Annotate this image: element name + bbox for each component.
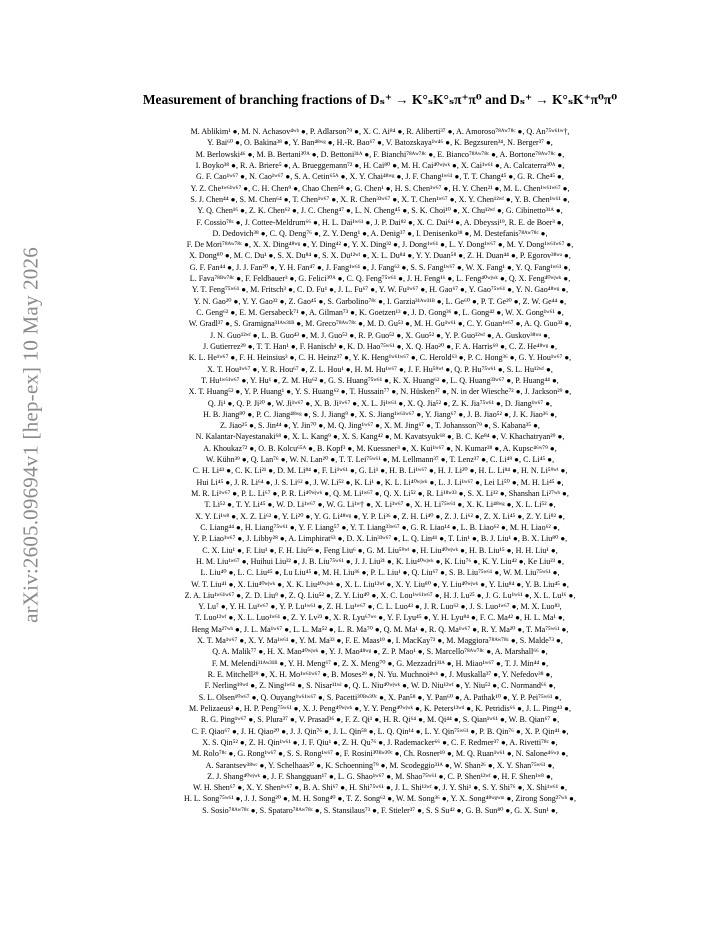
author-line: Heng Ma²⁷ʷʰ ●, J. L. Ma¹ʷ⁶⁷ ●, L. L. Ma⁵² ●, L. R. Ma⁷⁰ ●, Q. M. Ma¹ ●, R. Q. Ma¹ʷ⁶⁷ ●, R. Y. Ma²⁰ ●, T. Ma⁷⁵ʷ⁶¹ ●, (191, 624, 569, 634)
author-line: F. Nerling¹⁹ʷᵈ ●, Z. Ning¹ʷ⁶¹ ●, S. Nisar¹¹ʷˡ ●, Q. L. Niu⁴⁰ʷʲʷᵏ ●, W. D. Niu¹²ʷᶠ ●, Y. Niu⁵² ●, C. Normand⁶⁶ ●, (204, 681, 556, 691)
paper-title: Measurement of branching fractions of Dₛ⁺ → K°ₛK°ₛπ⁺π⁰ and Dₛ⁺ → K°ₛK⁺π⁰π⁰ (142, 92, 618, 107)
author-line: G. F. Cao¹ʷ⁶⁷ ●, N. Cao¹ʷ⁶⁷ ●, S. A. Cetin⁶⁵ᴬ ●, X. Y. Chai⁴⁸ʷᵍ ●, J. F. Chang¹ʷ⁶¹ ●, T. T. Chang⁴⁵ ●, G. R. Che⁴⁵ ●, (196, 172, 564, 182)
author-line: Hui Li⁴⁵ ●, J. R. Li⁶⁴ ●, J. S. Li⁶² ●, J. W. Li⁵² ●, K. Li¹ ●, K. L. Li⁴⁰ʷʲʷᵏ ●, L. J. Li¹ʷ⁶⁷ ●, Lei Li⁵⁰ ●, M. H. Li⁴⁵ ●, (196, 477, 564, 487)
author-line: Y. Lu⁷ ●, Y. H. Lu¹ʷ⁶⁷ ●, Y. P. Lu¹ʷ⁶¹ ●, Z. H. Lu¹ʷ⁶⁷ ●, C. L. Luo⁴³ ●, J. R. Luo⁶² ●, J. S. Luo¹ʷ⁶⁷ ●, M. X. Luo⁸³, (198, 602, 562, 612)
author-line: H. M. Liu¹ʷ⁶⁷ ●, Huihui Liu²² ●, J. B. Liu⁷⁵ʷ⁶¹ ●, J. J. Liu²¹ ●, K. Liu⁴⁰ʷʲʷᵏ ●, K. Liu⁷⁶ ●, K. Y. Liu⁴² ●, Ke Liu²³ ●, (196, 556, 564, 566)
author-line: T. Luo¹²ʷᶠ ●, X. L. Luo¹ʷ⁶¹ ●, Z. Y. Lv²³ ●, X. R. Lyu⁶⁷ʷᵒ ●, Y. F. Lyu⁴⁵ ●, Y. H. Lyu⁸⁴ ●, F. C. Ma⁴² ●, H. L. Ma¹ ●, (195, 613, 565, 623)
author-line: Y. N. Gao²⁰ ●, Y. Y. Gao³² ●, Z. Gao⁴⁵ ●, S. Garbolino⁷⁸ᶜ ●, I. Garzia³¹ᴬʷ³¹ᴮ ●, L. Ge⁶⁰ ●, P. T. Ge²⁰ ●, Z. W. Ge⁴⁴ ●, (193, 296, 567, 306)
author-line: R. E. Mitchell²⁹ ●, X. H. Mo¹ʷ⁶¹ʷ⁶⁷ ●, B. Moses²⁹ ●, N. Yu. Muchnoi⁴ʷᵇ ●, J. Muskalla³⁷ ●, Y. Nefedov³⁸ ●, (207, 670, 553, 679)
author-line: K. L. He¹ʷ⁶⁷ ●, F. H. Heinsius³ ●, C. H. Heinz³⁷ ●, Y. K. Heng¹ʷ⁶¹ʷ⁶⁷ ●, C. Herold⁶³ ●, P. C. Hong³⁶ ●, G. Y. Hou¹ʷ⁶⁷ ●, (188, 353, 572, 363)
author-line: T. Li⁵² ●, T. Y. Li⁴⁵ ●, W. D. Li¹ʷ⁶⁷ ●, W. G. Li¹ʷ† ●, X. Li¹ʷ⁶⁷ ●, X. H. Li⁷⁵ʷ⁶¹ ●, X. K. Li⁴⁸ʷᵍ ●, X. L. Li⁵² ●, (204, 500, 556, 510)
author-line: X. T. Ma¹ʷ⁶⁷ ●, X. Y. Ma¹ʷ⁶¹ ●, Y. M. Ma³³ ●, F. E. Maas¹⁹ ●, I. MacKay⁷³ ●, M. Maggiora⁷⁸ᴬʷ⁷⁸ᶜ ●, S. Malde⁷³ ●, (197, 636, 563, 646)
author-line: C. X. Liu¹ ●, F. Liu¹ ●, F. H. Liu⁵⁶ ●, Feng Liu⁶ ●, G. M. Liu⁵⁹ʷⁱ ●, H. Liu⁴⁰ʷʲʷᵏ ●, H. B. Liu¹⁵ ●, H. H. Liu¹ ●, (202, 545, 558, 555)
author-line: W. Gradl³⁷ ●, S. Gramigna³¹ᴬʷ³¹ᴮ ●, M. Greco⁷⁸ᴬʷ⁷⁸ᶜ ●, M. D. Gu⁵³ ●, M. H. Gu¹ʷ⁶¹ ●, C. Y. Guan¹ʷ⁶⁷ ●, A. Q. Guo³³ ●, (188, 319, 572, 329)
author-line: Q. A. Malik⁷⁷ ●, H. X. Mao⁴⁰ʷʲʷᵏ ●, Y. J. Mao⁴⁸ʷᵍ ●, Z. P. Mao¹ ●, S. Marcello⁷⁸ᴬʷ⁷⁸ᶜ ●, A. Marshall⁶⁶ ●, (212, 647, 548, 657)
author-line: F. Cossio⁷⁸ᶜ ●, J. Cottee-Meldrum⁶⁶ ●, H. L. Dai¹ʷ⁶¹ ●, J. P. Dai⁸² ●, X. C. Dai⁶⁴ ●, A. Dbeyssi¹⁹, R. E. de Boer³ ●, (196, 217, 564, 227)
author-line: C. H. Li⁴³ ●, C. K. Li²¹ ●, D. M. Li⁸⁴ ●, F. Li¹ʷ⁶¹ ●, G. Li¹ ●, H. B. Li¹ʷ⁶⁷ ●, H. J. Li²⁰ ●, H. L. Li⁸⁴ ●, H. N. Li⁵⁹ʷⁱ ●, (192, 466, 568, 476)
author-line: J. Gutierrez²⁹ ●, T. T. Han¹ ●, F. Hanisch³ ●, K. D. Hao⁷⁵ʷ⁶¹ ●, X. Q. Hao²⁰ ●, F. A. Harris⁶⁹ ●, C. Z. He⁴⁸ʷᵍ ●, (202, 341, 558, 351)
author-line: Y. Q. Chen¹⁶ ●, Z. K. Chen⁶² ●, J. C. Cheng⁴⁷ ●, L. N. Cheng⁴⁵ ●, S. K. Choi¹⁰ ●, X. Chu¹²ʷᶠ ●, G. Cibinetto³¹ᴬ ●, (197, 206, 563, 216)
author-line: Y. Bai⁶⁰ ●, O. Bakina³⁸ ●, Y. Ban⁴⁸ʷᵍ ●, H.-R. Bao⁶⁷ ●, V. Batozskaya¹ʷ⁴⁶ ●, K. Begzsuren³⁴, N. Berger³⁷ ●, (207, 138, 553, 148)
author-line: L. Liu⁴⁰ ●, L. C. Liu⁴⁵ ●, Lu Liu⁴⁵ ●, M. H. Liu³⁶ ●, P. L. Liu¹ ●, Q. Liu⁶⁷ ●, S. B. Liu⁷⁵ʷ⁶¹ ●, W. M. Liu⁷⁵ʷ⁶¹ ●, (200, 568, 560, 578)
author-line: H. B. Jiang⁸⁰ ●, P. C. Jiang⁴⁸ʷᵍ ●, S. J. Jiang⁹ ●, X. S. Jiang¹ʷ⁶¹ʷ⁶⁷ ●, Y. Jiang⁶⁷ ●, J. B. Jiao⁵² ●, J. K. Jiao³⁶ ●, (203, 409, 557, 419)
author-line: S. L. Olsen¹⁰ʷ⁶⁷ ●, Q. Ouyang¹ʷ⁶¹ʷ⁶⁷ ●, S. Pacetti³⁰ᴮʷ³⁰ᶜ ●, X. Pan⁵⁸ ●, Y. Pan⁶⁰ ●, A. Pathak¹⁰ ●, Y. P. Pei⁷⁵ʷ⁶¹ ●, (198, 692, 562, 702)
author-line: M. Berlowski⁴⁶ ●, M. B. Bertani³⁰ᴬ ●, D. Bettoni³¹ᴬ ●, F. Bianchi⁷⁸ᴬʷ⁷⁸ᶜ ●, E. Bianco⁷⁸ᴬʷ⁷⁸ᶜ ●, A. Bortone⁷⁸ᴬʷ⁷⁸ᶜ ●, (195, 149, 565, 159)
author-line: X. T. Hou¹ʷ⁶⁷ ●, Y. R. Hou⁶⁷ ●, Z. L. Hou¹ ●, H. M. Hu¹ʷ⁶⁷ ●, J. F. Hu⁵⁹ʷⁱ ●, Q. P. Hu⁷⁵ʷ⁶¹ ●, S. L. Hu¹²ʷᶠ ●, (207, 364, 553, 374)
author-line: C. Liang⁴⁴ ●, H. Liang⁷⁵ʷ⁶¹ ●, Y. F. Liang⁵⁷ ●, Y. T. Liang³³ʷ⁶⁷ ●, G. R. Liao¹⁴ ●, L. B. Liao⁶² ●, M. H. Liao⁶² ●, (200, 522, 560, 532)
author-line: Z. J. Shang⁴⁰ʷʲʷᵏ ●, J. F. Shangguan¹⁷ ●, L. G. Shao¹ʷ⁶⁷ ●, M. Shao⁷⁵ʷ⁶¹ ●, C. P. Shen¹²ʷᶠ ●, H. F. Shen¹ʷ⁸ ●, (207, 771, 553, 781)
author-line: Y. Z. Che¹ʷ⁶¹ʷ⁶⁷ ●, C. H. Chen⁹ ●, Chao Chen⁵⁸ ●, G. Chen¹ ●, H. S. Chen¹ʷ⁶⁷ ●, H. Y. Chen²¹ ●, M. L. Chen¹ʷ⁶¹ʷ⁶⁷ ●, (190, 183, 570, 193)
arxiv-identifier: arXiv:2605.09694v1 [hep-ex] 10 May 2026 (18, 247, 43, 623)
author-line: C. Geng⁶² ●, E. M. Gersabeck⁷¹ ●, A. Gilman⁷³ ●, K. Goetzen¹³ ●, J. D. Gong³⁶ ●, L. Gong⁴² ●, W. X. Gong¹ʷ⁶¹ ●, (196, 308, 564, 317)
author-line: Q. Ji¹ ●, Q. P. Ji²⁰ ●, W. Ji¹ʷ⁶⁷ ●, X. B. Ji¹ʷ⁶⁷ ●, X. L. Ji¹ʷ⁶¹ ●, X. Q. Jia⁵² ●, Z. K. Jia⁷⁵ʷ⁶¹ ●, D. Jiang¹ʷ⁶⁷ ●, (207, 398, 553, 408)
author-line: M. Pelizaeus³ ●, H. P. Peng⁷⁵ʷ⁶¹ ●, X. J. Peng⁴⁰ʷʲʷᵏ ●, Y. Y. Peng⁴⁰ʷʲʷᵏ ●, K. Peters¹³ʷᵈ ●, K. Petridis⁶⁶ ●, J. L. Ping⁴³ ●, (188, 703, 572, 713)
author-line: T. Hu¹ʷ⁶¹ʷ⁶⁷ ●, Y. Hu¹ ●, Z. M. Hu⁶² ●, G. S. Huang⁷⁵ʷ⁶¹ ●, K. X. Huang⁶² ●, L. Q. Huang³³ʷ⁶⁷ ●, P. Huang⁴⁴ ●, (201, 375, 559, 385)
author-line: Y. P. Liao¹ʷ⁶⁷ ●, J. Libby²⁸ ●, A. Limphirat⁶³ ●, D. X. Lin³³ʷ⁶⁷ ●, L. Q. Lin⁴¹ ●, T. Lin¹ ●, B. J. Liu¹ ●, B. X. Liu⁸⁰ ●, (192, 534, 568, 544)
author-line: L. Fava⁷⁸ᴮʷ⁷⁸ᶜ ●, F. Feldbauer³ ●, G. Felici³⁰ᴬ ●, C. Q. Feng⁷⁵ʷ⁶¹ ●, J. H. Feng¹⁶ ●, L. Feng⁴⁰ʷʲʷᵏ ●, Q. X. Feng⁴⁰ʷʲʷᵏ ●, (189, 274, 571, 284)
author-line: I. Boyko³⁸ ●, R. A. Briere⁵ ●, A. Brueggemann⁷² ●, H. Cai⁸⁰ ●, M. H. Cai⁴⁰ʷʲʷᵏ ●, X. Cai¹ʷ⁶¹ ●, A. Calcaterra³⁰ᴬ ●, (195, 160, 565, 170)
author-line: C. F. Qiao⁶⁷ ●, J. H. Qiao²⁰ ●, J. J. Qin⁷⁶ ●, J. L. Qin⁵⁸ ●, L. Q. Qin¹⁴ ●, L. Y. Qin⁷⁵ʷ⁶¹ ●, P. B. Qin⁷⁶ ●, X. P. Qin⁴¹ ●, (191, 726, 569, 736)
author-line: W. T. Liu⁴¹ ●, X. Liu⁴⁰ʷʲʷᵏ ●, X. K. Liu⁴⁰ʷʲʷᵏ ●, X. L. Liu¹²ʷᶠ ●, X. Y. Liu⁸⁰ ●, Y. Liu⁴⁰ʷʲʷᵏ ●, Y. Liu⁸⁴ ●, Y. B. Liu⁴⁵ ●, (191, 579, 569, 589)
author-line: Z. Jiao²⁵ ●, S. Jin⁴⁴ ●, Y. Jin⁷⁰ ●, M. Q. Jing¹ʷ⁶⁷ ●, X. M. Jing⁶⁷ ●, T. Johansson⁷⁹ ●, S. Kabana³⁵ ●, (220, 421, 540, 431)
arxiv-sidebar (18, 155, 44, 715)
author-line: X. S. Qin⁵² ●, Z. H. Qin¹ʷ⁶¹ ●, J. F. Qiu¹ ●, Z. H. Qu⁷⁶ ●, J. Rademacker⁶⁶ ●, C. F. Redmer³⁷ ●, A. Rivetti⁷⁸ᶜ ●, (202, 737, 558, 747)
author-line: X. T. Huang⁵² ●, Y. P. Huang¹ ●, Y. S. Huang⁶² ●, T. Hussain⁷⁷ ●, N. Hüsken³⁷ ●, N. in der Wiesche⁷² ●, J. Jackson²⁹ ●, (188, 387, 572, 397)
author-line: J. N. Guo¹²ʷᶠ ●, L. B. Guo⁴³ ●, M. J. Guo⁵² ●, R. P. Guo⁵² ●, X. Guo⁵² ●, Y. P. Guo¹²ʷᶠ ●, A. Guskov³⁸ʷᵃ ●, (209, 330, 551, 340)
author-line: A. Sarantsev³⁸ʷᶜ ●, Y. Schelhaas³⁷ ●, K. Schoenning⁷⁹ ●, M. Scodeggio³¹ᴬ ●, W. Shan²⁶ ●, X. Y. Shan⁷⁵ʷ⁶¹ ●, (205, 760, 555, 770)
author-line: N. Kalantar-Nayestanaki⁶⁸ ●, X. L. Kang⁹ ●, X. S. Kang⁴² ●, M. Kavatsyuk⁶⁸ ●, B. C. Ke⁸⁴ ●, V. Khachatryan²⁹ ●, (195, 432, 565, 442)
author-line: A. Khoukaz⁷² ●, O. B. Kolcu⁶⁵ᴬ ●, B. Kopf³ ●, M. Kuessner³ ●, X. Kui¹ʷ⁶⁷ ●, N. Kumar²⁸ ●, A. Kupsc⁴⁶ʷ⁷⁹ ●, (203, 443, 557, 453)
author-line: R. G. Ping¹ʷ⁶⁷ ●, S. Plura³⁷ ●, V. Prasad³⁶ ●, F. Z. Qi¹ ●, H. R. Qi⁶⁴ ●, M. Qi⁴⁴ ●, S. Qian¹ʷ⁶¹ ●, W. B. Qian⁶⁷ ●, (200, 715, 560, 725)
author-line: H. L. Song⁷⁵ʷ⁶¹ ●, J. J. Song²⁰ ●, M. H. Song⁴⁰ ●, T. Z. Song⁶² ●, W. M. Song³⁶ ●, Y. X. Song⁴⁸ʷᵍʷᵐ ●, Zirong Song²⁷ʷʰ ●, (184, 794, 576, 804)
author-line: F. De Mori⁷⁸ᴬʷ⁷⁸ᶜ ●, X. X. Ding⁴⁸ʷᵍ ●, Y. Ding⁴² ●, Y. X. Ding³² ●, J. Dong¹ʷ⁶¹ ●, L. Y. Dong¹ʷ⁶⁷ ●, M. Y. Dong¹ʷ⁶¹ʷ⁶⁷ ●, (186, 240, 574, 250)
author-line: D. Dedovich³⁸ ●, C. Q. Deng⁷⁶ ●, Z. Y. Deng¹ ●, A. Denig³⁷ ●, I. Denisenko³⁸ ●, M. Destefanis⁷⁸ᴬʷ⁷⁸ᶜ ●, (212, 228, 548, 238)
author-line: Y. T. Feng⁷⁵ʷ⁶¹ ●, M. Fritsch³ ●, C. D. Fu¹ ●, J. L. Fu⁶⁷ ●, Y. W. Fu¹ʷ⁶⁷ ●, H. Gao⁶⁷ ●, Y. Gao⁷⁵ʷ⁶¹ ●, Y. N. Gao⁴⁸ʷᵍ ●, (191, 285, 569, 295)
author-line: X. Y. Li¹ʷ⁸ ●, X. Z. Li⁶² ●, Y. Li²⁰ ●, Y. G. Li⁴⁸ʷᵍ ●, Y. P. Li³⁶ ●, Z. H. Li⁴⁰ ●, Z. J. Li⁶² ●, Z. X. Li⁴⁵ ●, Z. Y. Li⁸² ●, (195, 511, 565, 521)
author-line: S. J. Chen⁴⁴ ●, S. M. Chen⁶⁴ ●, T. Chen¹ʷ⁶⁷ ●, X. R. Chen³³ʷ⁶⁷ ●, X. T. Chen¹ʷ⁶⁷ ●, X. Y. Chen¹²ʷᶠ ●, Y. B. Chen¹ʷ⁶¹ ●, (190, 194, 570, 204)
author-line: G. F. Fan⁴⁴ ●, J. J. Fan²⁰ ●, Y. H. Fan⁴⁷ ●, J. Fang¹ʷ⁶¹ ●, J. Fang⁶² ●, S. S. Fang¹ʷ⁶⁷ ●, W. X. Fang¹ ●, Y. Q. Fang¹ʷ⁶¹ ●, (189, 262, 571, 272)
author-line: M. Ablikim¹ ●, M. N. Achasov⁴ʷᵇ ●, P. Adlarson⁷⁹ ●, X. C. Ai⁸⁴ ●, R. Aliberti³⁷ ●, A. Amoroso⁷⁸ᴬʷ⁷⁸ᶜ ●, Q. An⁷⁵ʷ⁶¹ʷ†, (190, 127, 570, 136)
author-line: X. Dong⁸⁰ ●, M. C. Du¹ ●, S. X. Du⁸⁴ ●, S. X. Du¹²ʷᶠ ●, X. L. Du⁸⁴ ●, Y. Y. Duan⁵⁸ ●, Z. H. Duan⁴⁴ ●, P. Egorov³⁸ʷᵃ ●, (189, 251, 571, 261)
author-line: S. Sosio⁷⁸ᴬʷ⁷⁸ᶜ ●, S. Spataro⁷⁸ᴬʷ⁷⁸ᶜ ●, S. Stansilaus⁷³ ●, F. Stieler³⁷ ●, S. S Su⁴² ●, G. B. Sun⁸⁰ ●, G. X. Sun¹ ●, (202, 805, 558, 815)
author-line: M. R. Li¹ʷ⁶⁷ ●, P. L. Li⁶⁷ ●, P. R. Li⁴⁰ʷʲʷᵏ ●, Q. M. Li¹ʷ⁶⁷ ●, Q. X. Li⁵² ●, R. Li¹⁸ʷ³³ ●, S. X. Li¹² ●, Shanshan Li²⁷ʷʰ ●, (191, 489, 569, 498)
author-line: W. H. Shen⁶⁷ ●, X. Y. Shen¹ʷ⁶⁷ ●, B. A. Shi⁶⁷ ●, H. Shi⁷⁵ʷ⁶¹ ●, J. L. Shi¹²ʷᶠ ●, J. Y. Shi¹ ●, S. Y. Shi⁷⁶ ●, X. Shi¹ʷ⁶¹ ●, (192, 783, 567, 793)
author-list (70, 126, 690, 816)
author-line: F. M. Melendi³¹ᴬʷ³¹ᴮ ●, Y. H. Meng⁶⁷ ●, Z. X. Meng⁷⁰ ●, G. Mezzadri³¹ᴬ ●, H. Miao¹ʷ⁶⁷ ●, T. J. Min⁴⁴ ●, (211, 658, 549, 668)
author-line: M. Rolo⁷⁸ᶜ ●, G. Rong¹ʷ⁶⁷ ●, S. S. Rong¹ʷ⁶⁷ ●, F. Rosini³⁰ᴮʷ³⁰ᶜ ●, Ch. Rosner¹⁹ ●, M. Q. Ruan¹ʷ⁶¹ ●, N. Salone⁴⁶ʷᵖ ●, (192, 749, 568, 759)
author-line: Z. A. Liu¹ʷ⁶¹ʷ⁶⁷ ●, Z. D. Liu⁹ ●, Z. Q. Liu⁵² ●, Z. Y. Liu⁴⁰ ●, X. C. Lou¹ʷ⁶¹ʷ⁶⁷ ●, H. J. Lu²⁵ ●, J. G. Lu¹ʷ⁶¹ ●, X. L. Lu¹⁶ ●, (184, 590, 576, 600)
author-line: W. Kühn³⁹ ●, Q. Lan⁷⁶ ●, W. N. Lan²⁰ ●, T. T. Lei⁷⁵ʷ⁶¹ ●, M. Lellmann³⁷ ●, T. Lenz³⁷ ●, C. Li⁴⁹ ●, C. Li⁴⁵ ●, (205, 455, 555, 465)
